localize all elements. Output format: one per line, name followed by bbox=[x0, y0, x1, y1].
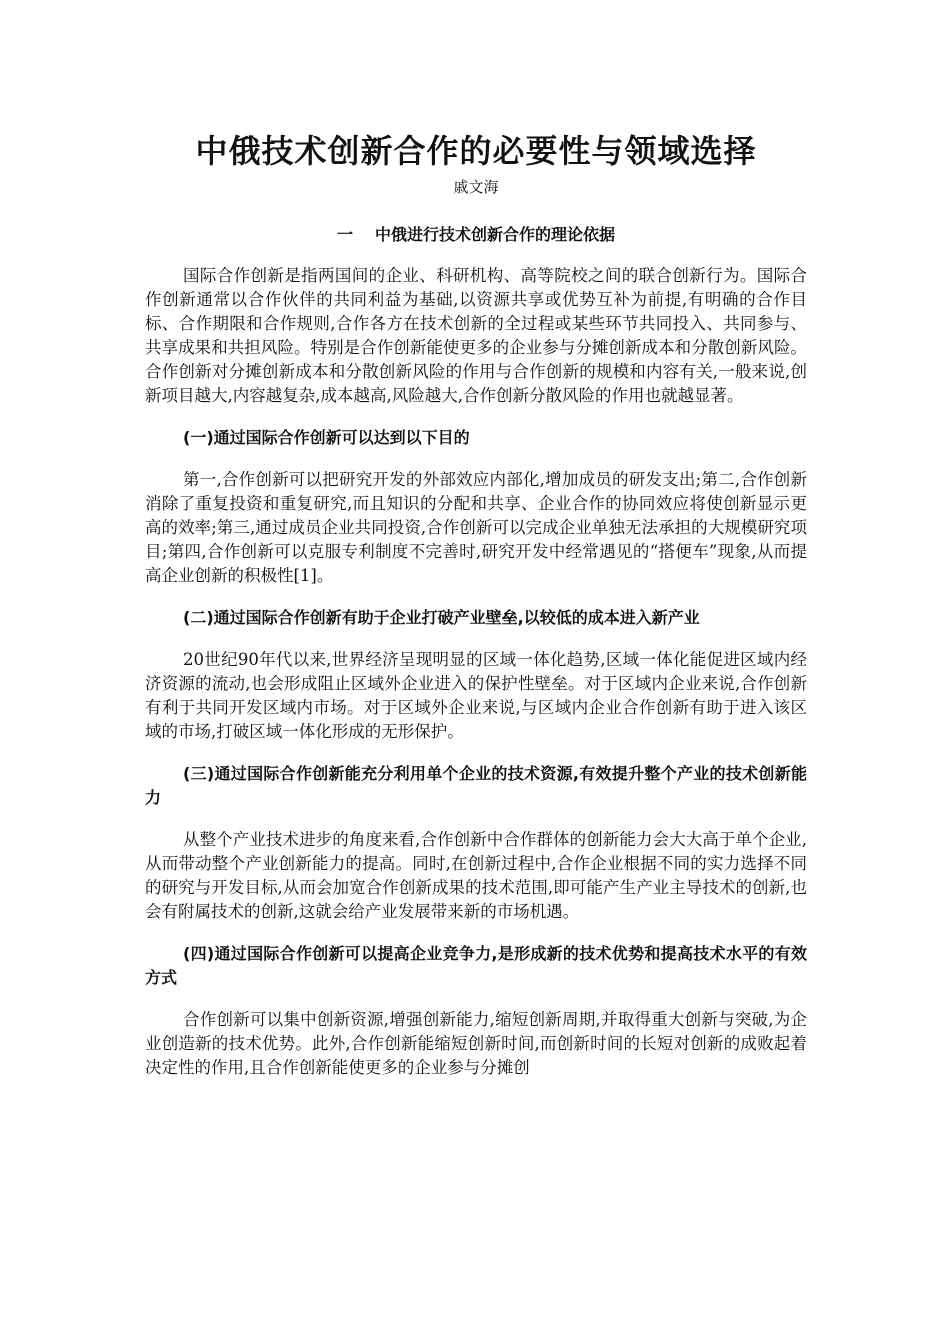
document-title: 中俄技术创新合作的必要性与领域选择 bbox=[195, 132, 757, 170]
paragraph-intro: 国际合作创新是指两国间的企业、科研机构、高等院校之间的联合创新行为。国际合作创新通常以合作伙伴的共同利益为基础,以资源共享或优势互补为前提,有明确的合作目标、合作期限和合作规则,合作各方在技术创新的全过程或某些环节共同投入、共同参与、共享成果和共担风险。特别是合作创新能使更多的企业参与分摊创新成本和分散创新风险。合作创新对分摊创新成本和分散创新风险的作用与合作创新的规模和内容有关,一般来说,创新项目越大,内容越复杂,成本越高,风险越大,合作创新分散风险的作用也就越显著。 bbox=[145, 266, 807, 405]
paragraph-competitiveness: 合作创新可以集中创新资源,增强创新能力,缩短创新周期,并取得重大创新与突破,为企业创造新的技术优势。此外,合作创新能缩短创新时间,而创新时间的长短对创新的成败起着决定性的作用,且合作创新能使更多的企业参与分摊创 bbox=[145, 1010, 807, 1077]
paragraph-industry: 从整个产业技术进步的角度来看,合作创新中合作群体的创新能力会大大高于单个企业,从而带动整个产业创新能力的提高。同时,在创新过程中,合作企业根据不同的实力选择不同的研究与开发目标,从而会加宽合作创新成果的技术范围,即可能产生产业主导技术的创新,也会有附属技术的创新,这就会给产业发展带来新的市场机遇。 bbox=[145, 830, 807, 921]
document-page bbox=[145, 125, 807, 1080]
section-heading-1 bbox=[145, 223, 807, 247]
author-name: 戚文海 bbox=[453, 178, 499, 196]
subheading-3: (三)通过国际合作创新能充分利用单个企业的技术资源,有效提升整个产业的技术创新能力 bbox=[145, 764, 807, 807]
subheading-4: (四)通过国际合作创新可以提高企业竞争力,是形成新的技术优势和提高技术水平的有效方式 bbox=[145, 944, 807, 987]
paragraph-purposes: 第一,合作创新可以把研究开发的外部效应内部化,增加成员的研发支出;第二,合作创新消除了重复投资和重复研究,而且知识的分配和共享、企业合作的协同效应将使创新显示更高的效率;第三,通过成员企业共同投资,合作创新可以完成企业单独无法承担的大规模研究项目;第四,合作创新可以克服专利制度不完善时,研究开发中经常遇见的“搭便车”现象,从而提高企业创新的积极性[1]。 bbox=[145, 470, 807, 585]
paragraph-regional: 20世纪90年代以来,世界经济呈现明显的区域一体化趋势,区域一体化能促进区域内经济资源的流动,也会形成阻止区域外企业进入的保护性壁垒。对于区域内企业来说,合作创新有利于共同开发区域内市场。对于区域外企业来说,与区域内企业合作创新有助于进入该区域的市场,打破区域一体化形成的无形保护。 bbox=[145, 650, 807, 741]
section-number: 一 bbox=[336, 225, 353, 244]
section-title: 中俄进行技术创新合作的理论依据 bbox=[375, 225, 616, 244]
subheading-2: (二)通过国际合作创新有助于企业打破产业壁垒,以较低的成本进入新产业 bbox=[183, 608, 700, 627]
subheading-1: (一)通过国际合作创新可以达到以下目的 bbox=[183, 428, 470, 447]
